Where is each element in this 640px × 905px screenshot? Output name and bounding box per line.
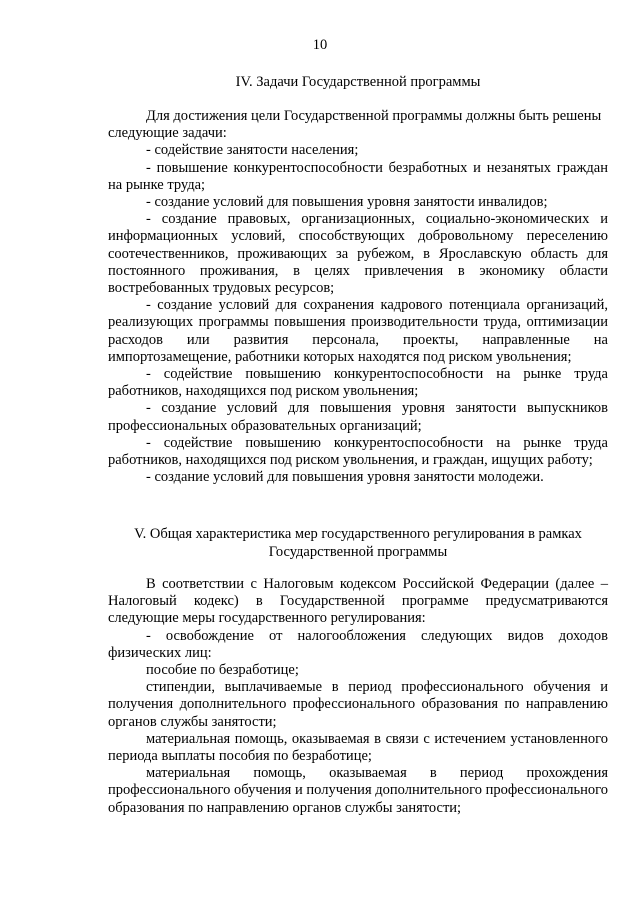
list-item: - создание условий для повышения уровня занятости инвалидов;	[146, 194, 548, 211]
list-item: - содействие повышению конкурентоспособности на рынке труда работников, находящихся под риском увольнения, и граждан, ищущих работу;	[108, 434, 608, 469]
paragraph: В соответствии с Налоговым кодексом Российской Федерации (далее – Налоговый кодекс) в Государственной программе предусматриваются следующие меры государственного регулирования:	[108, 576, 608, 627]
list-item: - создание условий для сохранения кадрового потенциала организаций, реализующих программы повышения производительности труда, оптимизации расходов или развития персонала, проекты, направленные на импортозамещение, работники которых находятся под риском увольнения;	[108, 297, 608, 365]
page-number: 10	[312, 37, 328, 53]
list-item: - содействие занятости населения;	[146, 142, 359, 159]
list-item: - создание условий для повышения уровня занятости молодежи.	[146, 469, 544, 486]
paragraph: Для достижения цели Государственной программы должны быть решены следующие задачи:	[108, 108, 602, 142]
section-5-body	[108, 576, 608, 817]
section-4-title: IV. Задачи Государственной программы	[235, 74, 481, 90]
list-item: стипендии, выплачиваемые в период профессионального обучения и получения дополнительного профессионального образования по направлению органов службы занятости;	[108, 679, 608, 730]
section-4-body	[108, 108, 608, 486]
list-item: материальная помощь, оказываемая в связи с истечением установленного периода выплаты пособия по безработице;	[108, 730, 608, 765]
list-item: - создание условий для повышения уровня занятости выпускников профессиональных образовательных организаций;	[108, 400, 608, 434]
list-item: - создание правовых, организационных, социально-экономических и информационных условий, способствующих добровольному переселению соотечественников, проживающих за рубежом, в Ярославскую область для постоянного проживания, в целях привлечения в экономику области востребованных трудовых ресурсов;	[108, 211, 608, 297]
list-item: - содействие повышению конкурентоспособности на рынке труда работников, находящихся под риском увольнения;	[108, 366, 608, 400]
list-item: материальная помощь, оказываемая в период прохождения профессионального обучения и получения дополнительного профессионального образования по направлению органов службы занятости;	[108, 765, 608, 816]
section-5-title: V. Общая характеристика мер государственного регулирования в рамках Государственной программы	[134, 526, 582, 560]
list-item: - повышение конкурентоспособности безработных и незанятых граждан на рынке труда;	[108, 159, 608, 193]
list-item: пособие по безработице;	[146, 662, 299, 679]
list-item: - освобождение от налогообложения следующих видов доходов физических лиц:	[108, 627, 608, 661]
